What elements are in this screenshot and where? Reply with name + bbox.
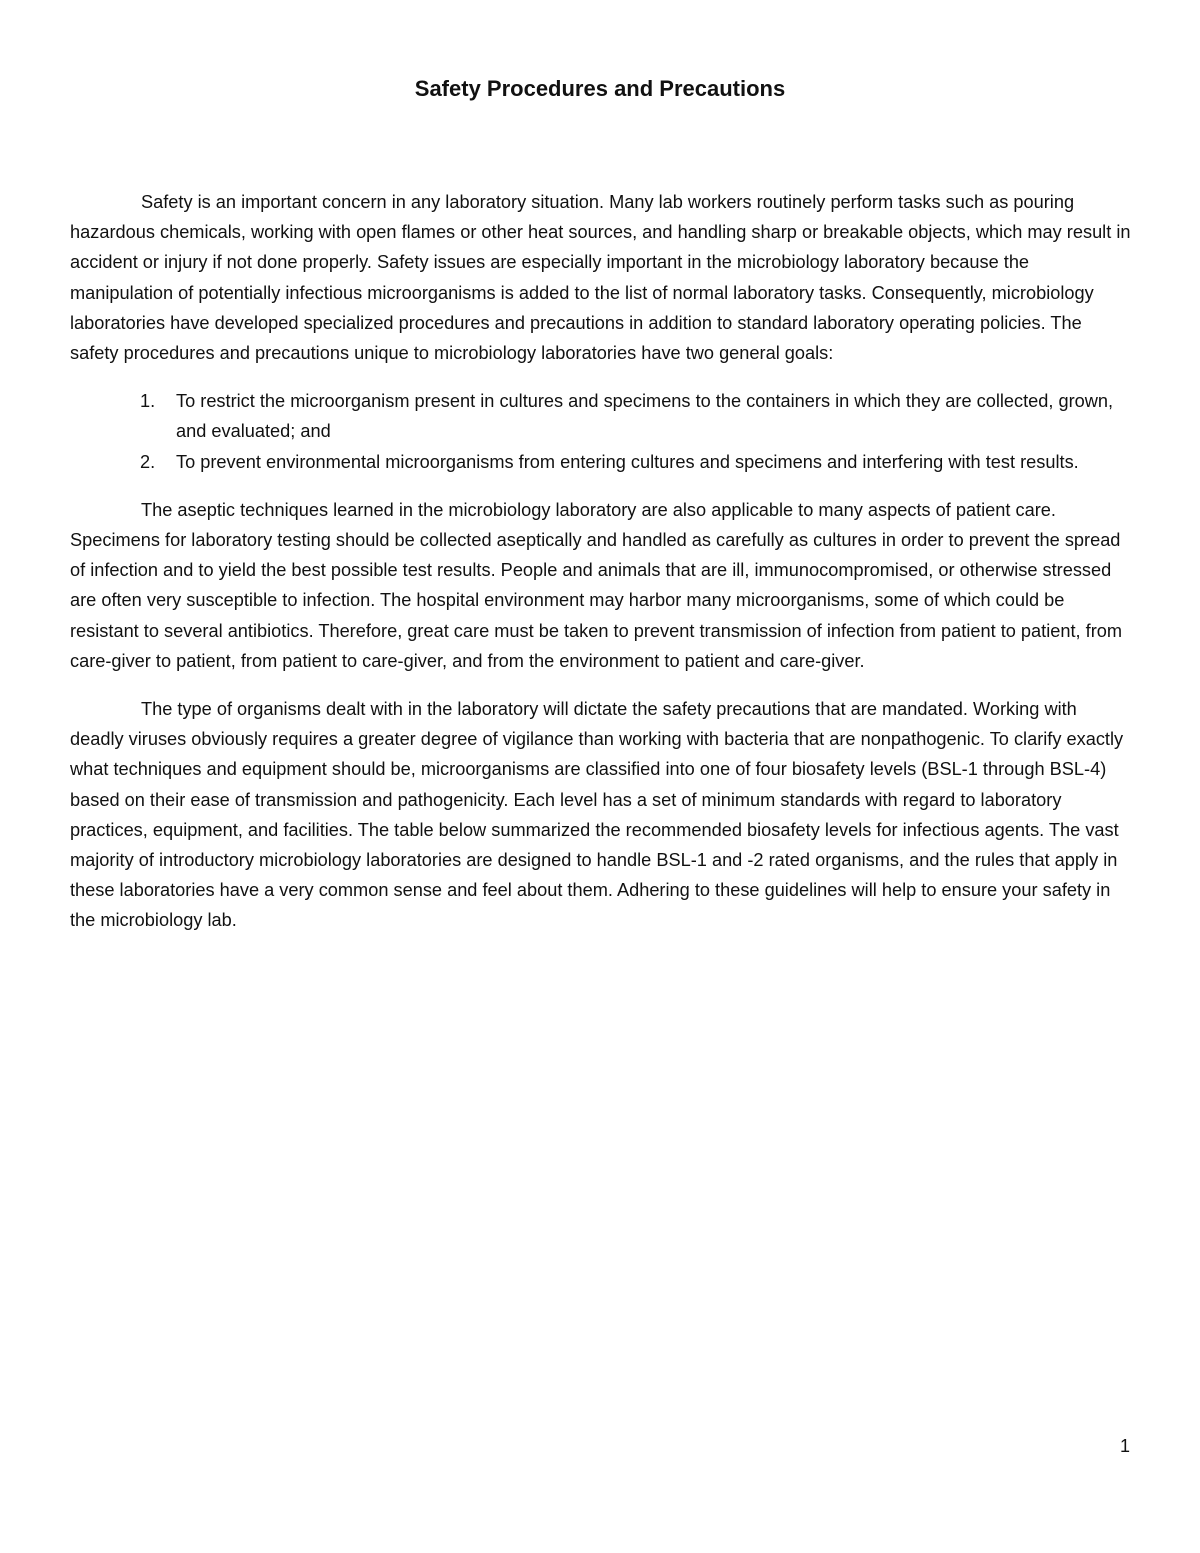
page-title: Safety Procedures and Precautions <box>414 76 786 101</box>
list-item-text: To prevent environmental microorganisms from entering cultures and specimens and interfering with test results. <box>176 451 1079 472</box>
list-item <box>140 447 1132 477</box>
document-body <box>70 187 1132 954</box>
paragraph-biosafety-levels: The type of organisms dealt with in the laboratory will dictate the safety precautions that are mandated. Working with deadly viruses obviously requires a greater degree of vigilance than working with bacteria that are nonpathogenic. To clarify exactly what techniques and equipment should be, microorganisms are classified into one of four biosafety levels (BSL-1 through BSL-4) based on their ease of transmission and pathogenicity. Each level has a set of minimum standards with regard to laboratory practices, equipment, and facilities. The table below summarized the recommended biosafety levels for infectious agents. The vast majority of introductory microbiology laboratories are designed to handle BSL-1 and -2 rated organisms, and the rules that apply in these laboratories have a very common sense and feel about them. Adhering to these guidelines will help to ensure your safety in the microbiology lab. <box>70 699 1124 931</box>
list-item-text: To restrict the microorganism present in cultures and specimens to the containers in which they are collected, grown, and evaluated; and <box>176 391 1114 442</box>
paragraph-aseptic-techniques: The aseptic techniques learned in the microbiology laboratory are also applicable to many aspects of patient care. Specimens for laboratory testing should be collected aseptically and handled as carefully as cultures in order to prevent the spread of infection and to yield the best possible test results. People and animals that are ill, immunocompromised, or otherwise stressed are often very susceptible to infection. The hospital environment may harbor many microorganisms, some of which could be resistant to several antibiotics. Therefore, great care must be taken to prevent transmission of infection from patient to patient, from care-giver to patient, from patient to care-giver, and from the environment to patient and care-giver. <box>70 499 1123 671</box>
list-item <box>140 386 1132 446</box>
page-number: 1 <box>1119 1436 1130 1456</box>
list-item-number: 1. <box>140 391 156 412</box>
goals-list <box>70 386 1132 477</box>
paragraph-intro: Safety is an important concern in any laboratory situation. Many lab workers routinely perform tasks such as pouring hazardous chemicals, working with open flames or other heat sources, and handling sharp or breakable objects, which may result in accident or injury if not done properly. Safety issues are especially important in the microbiology laboratory because the manipulation of potentially infectious microorganisms is added to the list of normal laboratory tasks. Consequently, microbiology laboratories have developed specialized procedures and precautions in addition to standard laboratory operating policies. The safety procedures and precautions unique to microbiology laboratories have two general goals: <box>70 192 1131 364</box>
list-item-number: 2. <box>140 451 156 472</box>
